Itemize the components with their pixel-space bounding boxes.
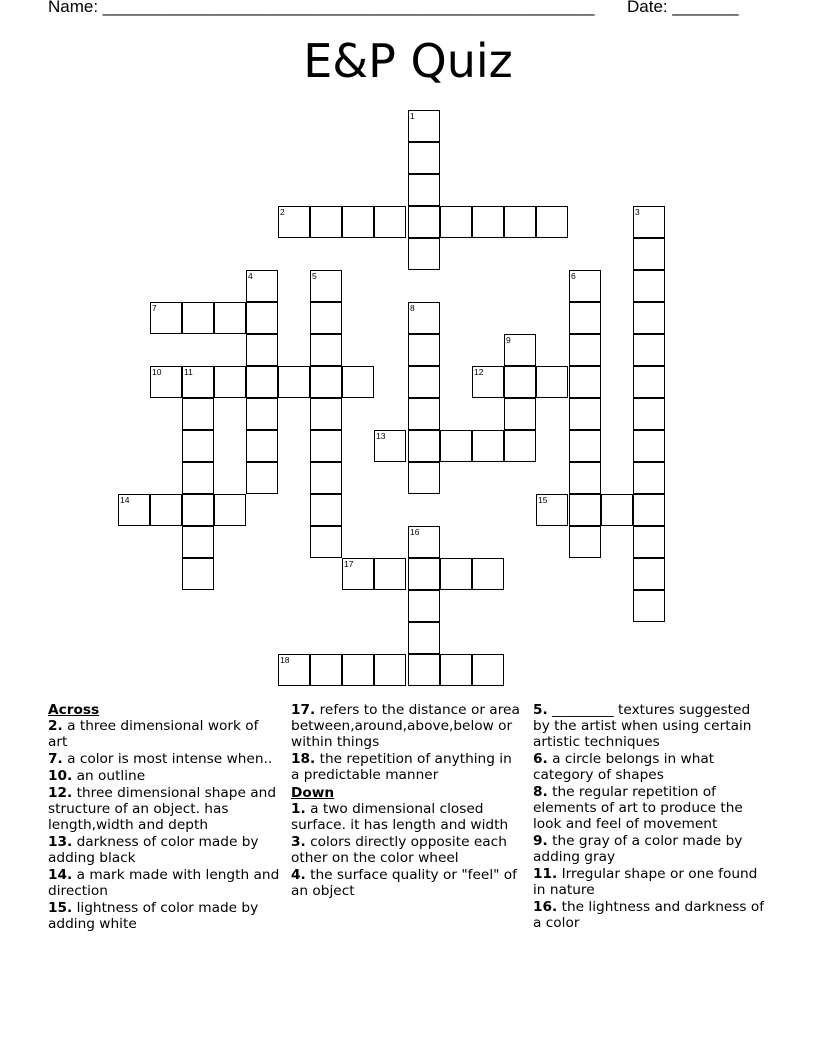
grid-cell[interactable] xyxy=(182,302,214,334)
grid-cell[interactable] xyxy=(569,334,601,366)
page-title: E&P Quiz xyxy=(303,34,513,88)
grid-cell[interactable] xyxy=(342,206,374,238)
grid-cell[interactable] xyxy=(569,398,601,430)
clue-item xyxy=(291,834,523,866)
grid-cell[interactable] xyxy=(633,462,665,494)
clue-item xyxy=(48,718,280,750)
clue-number-label: 15 xyxy=(538,495,548,505)
grid-cell[interactable] xyxy=(246,398,278,430)
grid-cell[interactable] xyxy=(536,366,568,398)
grid-cell[interactable] xyxy=(440,206,472,238)
clue-number: 16. xyxy=(533,899,558,915)
grid-cell[interactable] xyxy=(408,398,440,430)
clue-text: the regular repetition of elements of art to produce the look and feel of movement xyxy=(533,784,743,832)
grid-cell[interactable] xyxy=(569,462,601,494)
grid-cell[interactable] xyxy=(472,654,504,686)
grid-cell[interactable] xyxy=(408,238,440,270)
clue-number-label: 11 xyxy=(184,367,193,377)
clue-item xyxy=(48,867,280,899)
clue-text: a three dimensional work of art xyxy=(48,718,259,750)
grid-cell[interactable] xyxy=(246,302,278,334)
name-field-label: Name: ____________________________________________________ xyxy=(48,0,595,16)
grid-cell[interactable] xyxy=(374,654,406,686)
grid-cell[interactable] xyxy=(504,398,536,430)
clue-text: refers to the distance or area between,around,above,below or within things xyxy=(291,702,520,750)
clue-number: 17. xyxy=(291,702,316,718)
clue-number-label: 5 xyxy=(312,271,317,281)
clue-text: the lightness and darkness of a color xyxy=(533,899,765,931)
clue-item xyxy=(533,833,767,865)
grid-cell[interactable] xyxy=(246,430,278,462)
clue-item xyxy=(533,751,767,783)
grid-cell[interactable] xyxy=(472,558,504,590)
clue-item xyxy=(533,784,767,832)
grid-cell[interactable] xyxy=(472,430,504,462)
grid-cell[interactable] xyxy=(633,430,665,462)
grid-cell[interactable] xyxy=(374,206,406,238)
clue-text: the gray of a color made by adding gray xyxy=(533,833,743,865)
clue-text: a mark made with length and direction xyxy=(48,867,280,899)
grid-cell[interactable] xyxy=(408,142,440,174)
grid-cell[interactable] xyxy=(310,462,342,494)
clue-item xyxy=(291,867,523,899)
grid-cell[interactable] xyxy=(536,206,568,238)
grid-cell[interactable] xyxy=(246,334,278,366)
grid-cell[interactable] xyxy=(408,174,440,206)
grid-cell[interactable] xyxy=(472,206,504,238)
clue-text: Irregular shape or one found in nature xyxy=(533,866,758,898)
grid-cell[interactable] xyxy=(569,366,601,398)
clue-text: three dimensional shape and structure of an object. has length,width and depth xyxy=(48,785,277,833)
grid-cell[interactable] xyxy=(633,366,665,398)
clue-number-label: 12 xyxy=(474,367,484,377)
grid-cell[interactable] xyxy=(310,526,342,558)
grid-cell[interactable] xyxy=(633,270,665,302)
across-heading: Across xyxy=(48,702,100,718)
grid-cell[interactable] xyxy=(408,654,440,686)
clue-number-label: 6 xyxy=(571,271,576,281)
clue-item xyxy=(291,801,523,833)
clue-number-label: 9 xyxy=(506,335,511,345)
clue-number: 15. xyxy=(48,900,73,916)
clue-text: the surface quality or "feel" of an object xyxy=(291,867,517,899)
clue-number: 18. xyxy=(291,751,316,767)
grid-cell[interactable] xyxy=(504,366,536,398)
grid-cell[interactable] xyxy=(182,430,214,462)
clue-text: a color is most intense when.. xyxy=(62,751,273,767)
clue-number-label: 7 xyxy=(152,303,157,313)
clue-number: 6. xyxy=(533,751,548,767)
clue-number-label: 10 xyxy=(152,367,162,377)
grid-cell[interactable] xyxy=(214,494,246,526)
grid-cell[interactable] xyxy=(310,494,342,526)
grid-cell[interactable] xyxy=(310,334,342,366)
grid-cell[interactable] xyxy=(633,398,665,430)
grid-cell[interactable] xyxy=(504,430,536,462)
clue-item xyxy=(48,751,280,767)
clue-number-label: 3 xyxy=(635,207,640,217)
clue-number-label: 8 xyxy=(410,303,415,313)
clue-text: _________ textures suggested by the artist when using certain artistic techniques xyxy=(533,702,752,750)
grid-cell[interactable] xyxy=(408,366,440,398)
clue-number: 2. xyxy=(48,718,63,734)
grid-cell[interactable] xyxy=(569,494,601,526)
clue-number: 5. xyxy=(533,702,548,718)
grid-cell[interactable] xyxy=(214,366,246,398)
grid-cell[interactable] xyxy=(504,206,536,238)
down-heading: Down xyxy=(291,785,335,801)
clue-item xyxy=(533,702,767,750)
grid-cell[interactable] xyxy=(310,366,342,398)
clue-item xyxy=(533,899,767,931)
clue-item xyxy=(533,866,767,898)
grid-cell[interactable] xyxy=(569,302,601,334)
grid-cell[interactable] xyxy=(408,590,440,622)
grid-cell[interactable] xyxy=(214,302,246,334)
clue-number-label: 1 xyxy=(410,111,415,121)
grid-cell[interactable] xyxy=(408,430,440,462)
grid-cell[interactable] xyxy=(278,366,310,398)
grid-cell[interactable] xyxy=(440,654,472,686)
grid-cell[interactable] xyxy=(440,558,472,590)
clue-text: colors directly opposite each other on the color wheel xyxy=(291,834,507,866)
grid-cell[interactable] xyxy=(633,238,665,270)
clue-number: 1. xyxy=(291,801,306,817)
grid-cell[interactable] xyxy=(182,494,214,526)
clue-item xyxy=(48,900,280,932)
grid-cell[interactable] xyxy=(569,430,601,462)
clue-item xyxy=(291,702,523,750)
date-field-label: Date: _______ xyxy=(627,0,739,16)
grid-cell[interactable] xyxy=(408,206,440,238)
clue-number: 4. xyxy=(291,867,306,883)
grid-cell[interactable] xyxy=(374,558,406,590)
grid-cell[interactable] xyxy=(633,590,665,622)
grid-cell[interactable] xyxy=(633,526,665,558)
grid-cell[interactable] xyxy=(246,366,278,398)
grid-cell[interactable] xyxy=(310,654,342,686)
clue-number: 9. xyxy=(533,833,548,849)
clue-text: the repetition of anything in a predictable manner xyxy=(291,751,512,783)
clue-number-label: 13 xyxy=(376,431,386,441)
grid-cell[interactable] xyxy=(633,302,665,334)
clue-number: 12. xyxy=(48,785,73,801)
clue-number: 10. xyxy=(48,768,73,784)
grid-cell[interactable] xyxy=(633,334,665,366)
grid-cell[interactable] xyxy=(182,526,214,558)
grid-cell[interactable] xyxy=(408,462,440,494)
clue-number-label: 17 xyxy=(344,559,354,569)
clue-number: 11. xyxy=(533,866,558,882)
clue-number-label: 14 xyxy=(120,495,130,505)
clue-text: a circle belongs in what category of shapes xyxy=(533,751,715,783)
grid-cell[interactable] xyxy=(633,558,665,590)
clue-number-label: 16 xyxy=(410,527,420,537)
grid-cell[interactable] xyxy=(408,334,440,366)
clues-column-2 xyxy=(291,700,523,900)
grid-cell[interactable] xyxy=(310,430,342,462)
grid-cell[interactable] xyxy=(342,654,374,686)
grid-cell[interactable] xyxy=(182,398,214,430)
clue-item xyxy=(48,785,280,833)
grid-cell[interactable] xyxy=(408,558,440,590)
clue-number: 13. xyxy=(48,834,73,850)
grid-cell[interactable] xyxy=(182,558,214,590)
grid-cell[interactable] xyxy=(342,366,374,398)
grid-cell[interactable] xyxy=(310,398,342,430)
grid-cell[interactable] xyxy=(150,494,182,526)
clue-number: 14. xyxy=(48,867,73,883)
grid-cell[interactable] xyxy=(408,622,440,654)
clue-item xyxy=(48,768,280,784)
clue-number-label: 2 xyxy=(280,207,285,217)
clue-number: 7. xyxy=(48,751,63,767)
grid-cell[interactable] xyxy=(182,462,214,494)
grid-cell[interactable] xyxy=(633,494,665,526)
clues-column-3 xyxy=(533,700,767,932)
clue-text: an outline xyxy=(72,768,146,784)
grid-cell[interactable] xyxy=(310,302,342,334)
clues-column-1 xyxy=(48,700,280,933)
grid-cell[interactable] xyxy=(440,430,472,462)
clue-number: 8. xyxy=(533,784,548,800)
grid-cell[interactable] xyxy=(246,462,278,494)
clue-number-label: 4 xyxy=(248,271,253,281)
grid-cell[interactable] xyxy=(601,494,633,526)
clue-text: a two dimensional closed surface. it has length and width xyxy=(291,801,509,833)
grid-cell[interactable] xyxy=(569,526,601,558)
clue-item xyxy=(291,751,523,783)
clue-number: 3. xyxy=(291,834,306,850)
clue-item xyxy=(48,834,280,866)
clue-text: lightness of color made by adding white xyxy=(48,900,259,932)
clue-text: darkness of color made by adding black xyxy=(48,834,259,866)
clue-number-label: 18 xyxy=(280,655,290,665)
grid-cell[interactable] xyxy=(310,206,342,238)
